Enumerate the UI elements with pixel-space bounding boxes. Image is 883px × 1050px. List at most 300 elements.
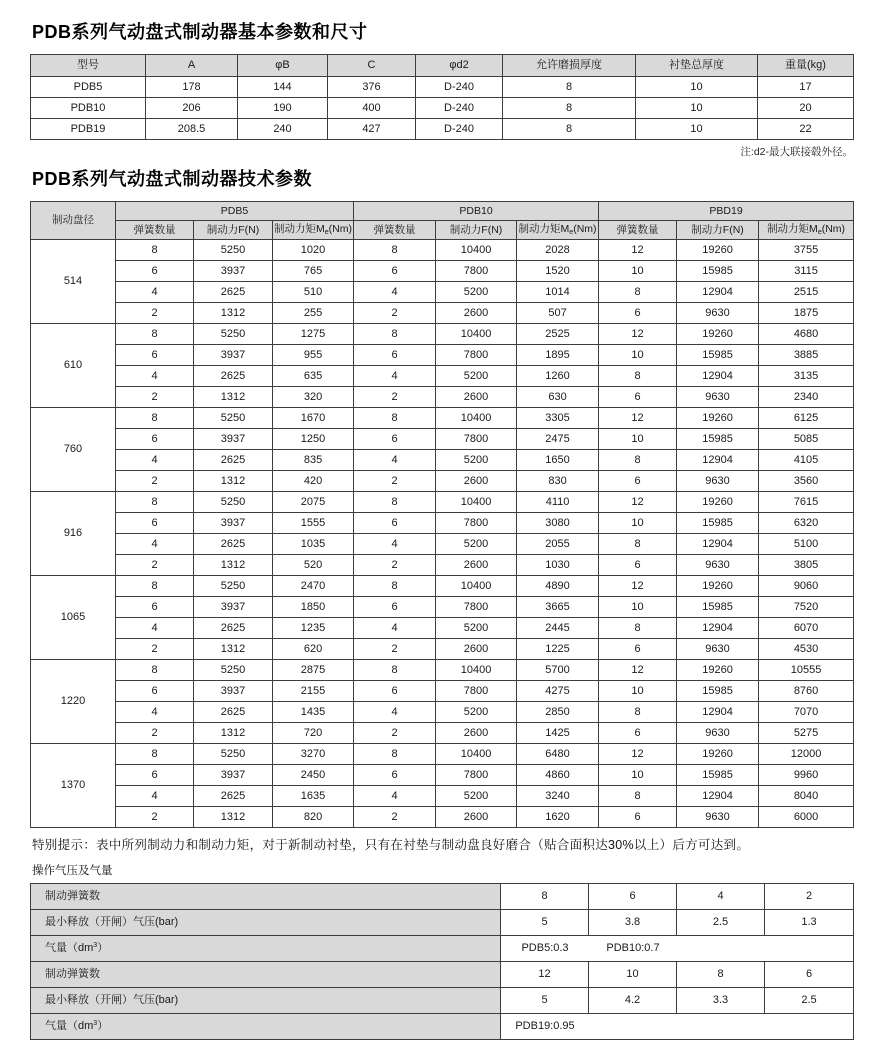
section2-title: PDB系列气动盘式制动器技术参数 [32, 169, 313, 189]
subheader-force: 制动力F(N) [194, 221, 273, 240]
value-cell: 955 [273, 345, 354, 366]
value-cell: 10 [599, 261, 677, 282]
value-cell: 820 [273, 807, 354, 828]
value-cell: 6 [599, 303, 677, 324]
torque-label-prefix: 制动力矩M [274, 222, 325, 235]
value-cell: D-240 [416, 98, 503, 119]
group-header-pdb10: PDB10 [354, 202, 599, 221]
disc-diameter-cell: 1370 [31, 744, 116, 828]
value-cell: 8 [354, 744, 436, 765]
value-cell: 4 [354, 618, 436, 639]
torque-label-subscript: e [569, 228, 574, 236]
value-cell: 2 [116, 303, 194, 324]
tech-table-row [31, 765, 854, 786]
value-cell: 9630 [677, 471, 759, 492]
value-cell: 630 [517, 387, 599, 408]
op-table-row [31, 936, 854, 962]
value-cell: 4530 [759, 639, 854, 660]
value-cell: 12 [599, 492, 677, 513]
tech-table-row [31, 513, 854, 534]
value-cell: 4 [116, 786, 194, 807]
tech-table-row [31, 366, 854, 387]
tech-table-row [31, 345, 854, 366]
volume-label-suffix: ） [97, 1020, 109, 1033]
value-cell: 4890 [517, 576, 599, 597]
value-cell: 1312 [194, 555, 273, 576]
value-cell: 4680 [759, 324, 854, 345]
value-cell: 1312 [194, 387, 273, 408]
value-cell: 420 [273, 471, 354, 492]
tech-table-row [31, 324, 854, 345]
op-table-row [31, 1014, 854, 1040]
tech-table-row [31, 639, 854, 660]
disc-diameter-cell: 916 [31, 492, 116, 576]
tech-table-row [31, 807, 854, 828]
value-cell: 7800 [436, 261, 517, 282]
tech-table-row [31, 492, 854, 513]
value-cell: 5100 [759, 534, 854, 555]
value-cell: 8 [599, 702, 677, 723]
value-cell: 12904 [677, 282, 759, 303]
value-cell: 1555 [273, 513, 354, 534]
value-cell: 12 [501, 962, 589, 988]
value-cell: 9630 [677, 555, 759, 576]
value-cell: 2 [116, 807, 194, 828]
value-cell: 6 [116, 765, 194, 786]
column-header: A [146, 55, 238, 77]
value-cell: 2 [354, 639, 436, 660]
subheader-torque [759, 221, 854, 240]
value-cell: 2 [354, 471, 436, 492]
value-cell: 2.5 [765, 988, 854, 1014]
basic-table-header-row [31, 55, 854, 77]
value-cell: 8 [354, 408, 436, 429]
value-cell: 6 [589, 884, 677, 910]
value-cell: 2 [116, 555, 194, 576]
value-cell: 8 [116, 660, 194, 681]
value-cell: 2600 [436, 807, 517, 828]
value-cell: 5200 [436, 618, 517, 639]
value-cell: 10 [599, 597, 677, 618]
value-cell: 3560 [759, 471, 854, 492]
value-cell: 6 [354, 429, 436, 450]
value-cell: 6 [599, 639, 677, 660]
value-cell: 835 [273, 450, 354, 471]
value-cell: 9060 [759, 576, 854, 597]
tech-table-row [31, 282, 854, 303]
value-cell: D-240 [416, 77, 503, 98]
value-cell: 1030 [517, 555, 599, 576]
value-cell: 5275 [759, 723, 854, 744]
row-label-cell: 制动弹簧数 [31, 884, 501, 910]
value-cell: 5250 [194, 408, 273, 429]
row-label-cell: 制动弹簧数 [31, 962, 501, 988]
disc-diameter-cell: 514 [31, 240, 116, 324]
value-cell: 1895 [517, 345, 599, 366]
value-cell: 10555 [759, 660, 854, 681]
value-cell: 10 [599, 681, 677, 702]
tech-table-row [31, 471, 854, 492]
value-cell: 1435 [273, 702, 354, 723]
volume-value: PDB5:0.3 [521, 942, 569, 955]
row-label-cell: 最小释放（开闸）气压(bar) [31, 910, 501, 936]
value-cell: 15985 [677, 597, 759, 618]
value-cell: 1312 [194, 807, 273, 828]
value-cell: 6125 [759, 408, 854, 429]
value-cell: 12 [599, 660, 677, 681]
value-cell: 520 [273, 555, 354, 576]
value-cell: 7800 [436, 597, 517, 618]
value-cell: 3937 [194, 681, 273, 702]
value-cell: 2 [354, 555, 436, 576]
value-cell: 10 [599, 513, 677, 534]
value-cell: 4860 [517, 765, 599, 786]
tech-table-row [31, 240, 854, 261]
column-header: φB [238, 55, 328, 77]
value-cell: 15985 [677, 513, 759, 534]
tech-table-row [31, 702, 854, 723]
value-cell: 1425 [517, 723, 599, 744]
value-cell: 3805 [759, 555, 854, 576]
value-cell: 3115 [759, 261, 854, 282]
disc-diameter-cell: 610 [31, 324, 116, 408]
value-cell: 635 [273, 366, 354, 387]
row-label-cell: 最小释放（开闸）气压(bar) [31, 988, 501, 1014]
tech-table-row [31, 408, 854, 429]
value-cell: 8 [116, 492, 194, 513]
value-cell: 1520 [517, 261, 599, 282]
value-cell: 2475 [517, 429, 599, 450]
model-cell: PDB5 [31, 77, 146, 98]
value-cell: 2.5 [677, 910, 765, 936]
tech-table-row [31, 660, 854, 681]
value-cell: 5 [501, 988, 589, 1014]
row-label-cell [31, 936, 501, 962]
value-cell: 2600 [436, 555, 517, 576]
value-cell: 19260 [677, 492, 759, 513]
value-cell: 5200 [436, 702, 517, 723]
tech-table-row [31, 744, 854, 765]
value-cell: 240 [238, 119, 328, 140]
disc-diameter-cell: 760 [31, 408, 116, 492]
value-cell: 3135 [759, 366, 854, 387]
tech-params-table [30, 201, 854, 828]
value-cell: 255 [273, 303, 354, 324]
value-cell: 2525 [517, 324, 599, 345]
value-cell: 9630 [677, 387, 759, 408]
value-cell: 8 [599, 450, 677, 471]
value-cell: 10400 [436, 744, 517, 765]
value-cell: 12904 [677, 366, 759, 387]
value-cell: 2600 [436, 723, 517, 744]
value-cell: 4 [116, 450, 194, 471]
value-cell: 2625 [194, 534, 273, 555]
value-cell: 10400 [436, 660, 517, 681]
section1-title: PDB系列气动盘式制动器基本参数和尺寸 [32, 22, 368, 42]
torque-label-suffix: (Nm) [821, 222, 846, 235]
value-cell: 5250 [194, 492, 273, 513]
value-cell: 7520 [759, 597, 854, 618]
value-cell: 2155 [273, 681, 354, 702]
group-header-pbd19: PBD19 [599, 202, 854, 221]
value-cell: 15985 [677, 261, 759, 282]
value-cell: 12 [599, 408, 677, 429]
disc-diameter-header: 制动盘径 [31, 202, 116, 240]
value-cell: 1275 [273, 324, 354, 345]
value-cell: 8 [501, 884, 589, 910]
value-cell: 4 [677, 884, 765, 910]
value-cell: 8040 [759, 786, 854, 807]
tech-table-row [31, 555, 854, 576]
value-cell: 10 [599, 429, 677, 450]
subheader-torque [517, 221, 599, 240]
value-cell: 4275 [517, 681, 599, 702]
value-cell: 765 [273, 261, 354, 282]
value-cell: 9630 [677, 639, 759, 660]
value-cell: 10 [636, 119, 758, 140]
value-cell: 2 [116, 639, 194, 660]
tech-table-row [31, 723, 854, 744]
value-cell: D-240 [416, 119, 503, 140]
value-cell: 6 [116, 681, 194, 702]
value-cell: 1250 [273, 429, 354, 450]
value-cell: 8 [116, 240, 194, 261]
value-cell: 8 [503, 98, 636, 119]
torque-label-subscript: e [324, 228, 329, 236]
value-cell: 6 [765, 962, 854, 988]
subheader-springs: 弹簧数量 [116, 221, 194, 240]
value-cell: 6 [599, 387, 677, 408]
value-cell: 400 [328, 98, 416, 119]
value-cell: 2600 [436, 639, 517, 660]
value-cell: 5200 [436, 786, 517, 807]
value-cell: 22 [758, 119, 854, 140]
basic-table-row [31, 119, 854, 140]
value-cell: 8 [599, 786, 677, 807]
value-cell: 10400 [436, 576, 517, 597]
value-cell: 9630 [677, 723, 759, 744]
value-cell: 1650 [517, 450, 599, 471]
value-cell: 7615 [759, 492, 854, 513]
value-cell: 8 [354, 660, 436, 681]
value-cell: 4 [116, 534, 194, 555]
value-cell: 3665 [517, 597, 599, 618]
tech-table-row [31, 534, 854, 555]
value-cell: 7800 [436, 681, 517, 702]
tech-table-row [31, 597, 854, 618]
value-cell: 144 [238, 77, 328, 98]
value-cell: 6 [599, 723, 677, 744]
value-cell: 3.3 [677, 988, 765, 1014]
value-cell: 376 [328, 77, 416, 98]
value-cell: 2028 [517, 240, 599, 261]
value-cell: 3937 [194, 429, 273, 450]
value-cell: 1670 [273, 408, 354, 429]
value-cell: 6 [116, 429, 194, 450]
value-cell: 2 [116, 387, 194, 408]
tech-table-subheader-row [31, 221, 854, 240]
value-cell: 1312 [194, 471, 273, 492]
value-cell: 6 [354, 261, 436, 282]
value-cell: 17 [758, 77, 854, 98]
value-cell: 6 [354, 513, 436, 534]
value-cell: 6480 [517, 744, 599, 765]
value-cell: 12 [599, 240, 677, 261]
value-cell: 6 [116, 513, 194, 534]
value-cell: 6 [354, 765, 436, 786]
value-cell: 6 [116, 597, 194, 618]
column-header: C [328, 55, 416, 77]
value-cell: 1020 [273, 240, 354, 261]
value-cell: 4.2 [589, 988, 677, 1014]
value-cell: 208.5 [146, 119, 238, 140]
value-cell: 3937 [194, 261, 273, 282]
value-cell: 7800 [436, 513, 517, 534]
tech-table-row [31, 387, 854, 408]
value-cell: 3885 [759, 345, 854, 366]
value-cell: 1875 [759, 303, 854, 324]
volume-label-prefix: 气量（dm [45, 1020, 94, 1033]
value-cell: 2 [354, 807, 436, 828]
volume-label-superscript: 3 [93, 1020, 98, 1028]
value-cell: 5200 [436, 534, 517, 555]
subheader-force: 制动力F(N) [436, 221, 517, 240]
value-cell: 15985 [677, 681, 759, 702]
value-cell: 830 [517, 471, 599, 492]
value-cell: 4 [116, 618, 194, 639]
column-header: 衬垫总厚度 [636, 55, 758, 77]
tech-table-row [31, 261, 854, 282]
value-cell: 8 [354, 576, 436, 597]
subheader-springs: 弹簧数量 [354, 221, 436, 240]
value-cell: 10 [636, 98, 758, 119]
subheader-force: 制动力F(N) [677, 221, 759, 240]
value-cell: 2 [765, 884, 854, 910]
value-cell: 19260 [677, 744, 759, 765]
value-cell: 15985 [677, 345, 759, 366]
op-table-row [31, 910, 854, 936]
value-cell: 3270 [273, 744, 354, 765]
disc-diameter-cell: 1065 [31, 576, 116, 660]
pressure-volume-table [30, 883, 854, 1040]
value-cell: 2600 [436, 387, 517, 408]
model-cell: PDB10 [31, 98, 146, 119]
value-cell: 12000 [759, 744, 854, 765]
tech-table-row [31, 786, 854, 807]
column-header: 允许磨损厚度 [503, 55, 636, 77]
op-table-row [31, 962, 854, 988]
value-cell: 2625 [194, 282, 273, 303]
value-cell: 5250 [194, 660, 273, 681]
value-cell: 10 [589, 962, 677, 988]
value-cell: 2875 [273, 660, 354, 681]
value-cell: 6320 [759, 513, 854, 534]
value-cell: 15985 [677, 765, 759, 786]
value-cell: 2625 [194, 786, 273, 807]
value-cell: 2625 [194, 618, 273, 639]
value-cell: 9960 [759, 765, 854, 786]
value-cell: 8 [599, 534, 677, 555]
value-cell: 12 [599, 744, 677, 765]
torque-label-prefix: 制动力矩M [767, 222, 818, 235]
value-cell: 1850 [273, 597, 354, 618]
value-cell: 2445 [517, 618, 599, 639]
value-cell: 1312 [194, 639, 273, 660]
value-cell: 4 [354, 702, 436, 723]
value-cell: 5200 [436, 450, 517, 471]
value-cell: 2625 [194, 366, 273, 387]
value-cell: 2600 [436, 471, 517, 492]
value-cell: 12904 [677, 702, 759, 723]
volume-value: PDB19:0.95 [515, 1020, 575, 1033]
value-cell: 4 [116, 366, 194, 387]
value-cell: 4 [354, 534, 436, 555]
value-cell: 6 [599, 555, 677, 576]
value-cell: 3937 [194, 597, 273, 618]
value-cell: 720 [273, 723, 354, 744]
value-cell: 10400 [436, 492, 517, 513]
value-cell: 20 [758, 98, 854, 119]
value-cell: 7800 [436, 429, 517, 450]
value-cell: 3937 [194, 765, 273, 786]
merged-volume-cell [501, 1014, 854, 1040]
value-cell: 2055 [517, 534, 599, 555]
value-cell: 10400 [436, 408, 517, 429]
value-cell: 7070 [759, 702, 854, 723]
value-cell: 1.3 [765, 910, 854, 936]
tech-table-row [31, 303, 854, 324]
value-cell: 12 [599, 576, 677, 597]
value-cell: 6000 [759, 807, 854, 828]
subheader-springs: 弹簧数量 [599, 221, 677, 240]
value-cell: 5085 [759, 429, 854, 450]
value-cell: 320 [273, 387, 354, 408]
value-cell: 8 [116, 576, 194, 597]
value-cell: 427 [328, 119, 416, 140]
value-cell: 3080 [517, 513, 599, 534]
value-cell: 5250 [194, 576, 273, 597]
value-cell: 9630 [677, 807, 759, 828]
value-cell: 8 [599, 618, 677, 639]
value-cell: 8 [116, 744, 194, 765]
tech-table-row [31, 681, 854, 702]
value-cell: 8760 [759, 681, 854, 702]
value-cell: 19260 [677, 576, 759, 597]
value-cell: 2 [354, 387, 436, 408]
special-note-text: 特别提示：表中所列制动力和制动力矩，对于新制动衬垫，只有在衬垫与制动盘良好磨合（贴合面积达30%以上）后方可达到。 [32, 838, 750, 852]
value-cell: 8 [116, 408, 194, 429]
value-cell: 8 [354, 492, 436, 513]
value-cell: 2625 [194, 450, 273, 471]
value-cell: 4105 [759, 450, 854, 471]
value-cell: 9630 [677, 303, 759, 324]
value-cell: 3240 [517, 786, 599, 807]
value-cell: 8 [599, 282, 677, 303]
disc-diameter-cell: 1220 [31, 660, 116, 744]
value-cell: 190 [238, 98, 328, 119]
value-cell: 6 [354, 345, 436, 366]
column-header: 重量(kg) [758, 55, 854, 77]
torque-label-suffix: (Nm) [573, 222, 597, 235]
value-cell: 1035 [273, 534, 354, 555]
value-cell: 10400 [436, 240, 517, 261]
value-cell: 12904 [677, 618, 759, 639]
subheader-torque [273, 221, 354, 240]
value-cell: 6 [116, 345, 194, 366]
value-cell: 12 [599, 324, 677, 345]
value-cell: 1235 [273, 618, 354, 639]
value-cell: 2075 [273, 492, 354, 513]
